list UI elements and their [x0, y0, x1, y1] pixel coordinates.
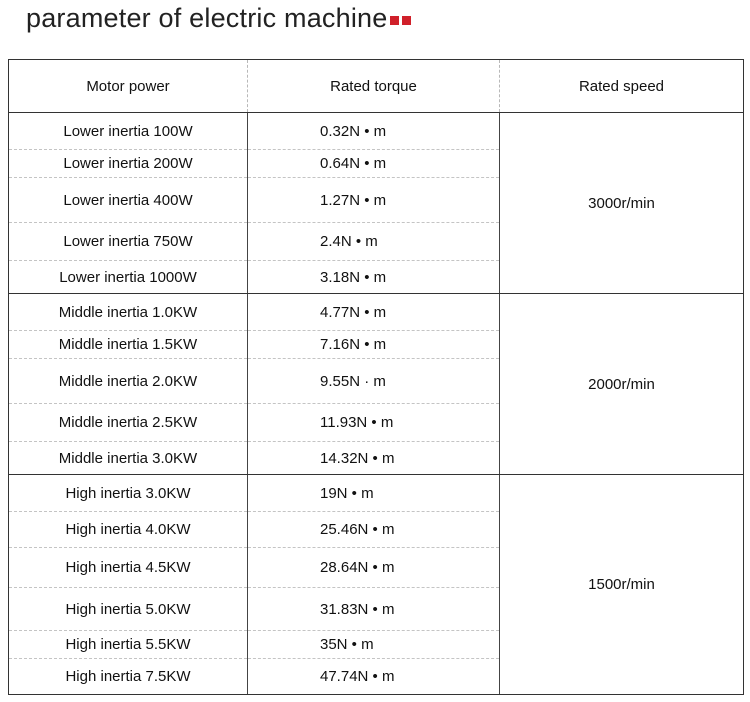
rated-torque-cell: 14.32N • m [248, 442, 500, 475]
motor-power-cell: High inertia 5.5KW [9, 631, 248, 659]
header-motor-power: Motor power [9, 60, 248, 113]
page-title-text: parameter of electric machine [26, 3, 388, 33]
rated-torque-cell: 28.64N • m [248, 548, 500, 588]
rated-speed-cell: 2000r/min [500, 294, 744, 475]
rated-torque-cell: 0.64N • m [248, 150, 500, 178]
motor-power-cell: Lower inertia 750W [9, 223, 248, 261]
title-mark-2 [402, 16, 411, 25]
rated-torque-cell: 31.83N • m [248, 588, 500, 631]
motor-power-cell: Middle inertia 3.0KW [9, 442, 248, 475]
rated-torque-cell: 2.4N • m [248, 223, 500, 261]
title-mark-1 [390, 16, 399, 25]
motor-power-cell: Middle inertia 1.5KW [9, 331, 248, 359]
motor-power-cell: Lower inertia 200W [9, 150, 248, 178]
rated-torque-cell: 7.16N • m [248, 331, 500, 359]
table-body [9, 113, 744, 695]
motor-power-cell: Lower inertia 100W [9, 113, 248, 150]
motor-power-cell: Lower inertia 1000W [9, 261, 248, 294]
table-row [9, 294, 744, 331]
rated-torque-cell: 47.74N • m [248, 659, 500, 695]
motor-power-cell: Middle inertia 2.5KW [9, 404, 248, 442]
rated-torque-cell: 3.18N • m [248, 261, 500, 294]
page-title [26, 0, 411, 40]
motor-power-cell: High inertia 7.5KW [9, 659, 248, 695]
motor-power-cell: High inertia 4.5KW [9, 548, 248, 588]
table-header-row [9, 60, 744, 113]
rated-torque-cell: 11.93N • m [248, 404, 500, 442]
rated-torque-cell: 0.32N • m [248, 113, 500, 150]
motor-power-cell: Middle inertia 1.0KW [9, 294, 248, 331]
motor-power-cell: Middle inertia 2.0KW [9, 359, 248, 404]
header-rated-torque: Rated torque [248, 60, 500, 113]
motor-parameter-table [8, 59, 744, 695]
motor-power-cell: High inertia 5.0KW [9, 588, 248, 631]
motor-power-cell: High inertia 3.0KW [9, 475, 248, 512]
rated-torque-cell: 1.27N • m [248, 178, 500, 223]
rated-torque-cell: 25.46N • m [248, 512, 500, 548]
motor-power-cell: Lower inertia 400W [9, 178, 248, 223]
rated-torque-cell: 35N • m [248, 631, 500, 659]
table-row [9, 475, 744, 512]
table-row [9, 113, 744, 150]
rated-speed-cell: 1500r/min [500, 475, 744, 695]
motor-power-cell: High inertia 4.0KW [9, 512, 248, 548]
rated-torque-cell: 19N • m [248, 475, 500, 512]
rated-torque-cell: 9.55N · m [248, 359, 500, 404]
header-rated-speed: Rated speed [500, 60, 744, 113]
rated-torque-cell: 4.77N • m [248, 294, 500, 331]
rated-speed-cell: 3000r/min [500, 113, 744, 294]
